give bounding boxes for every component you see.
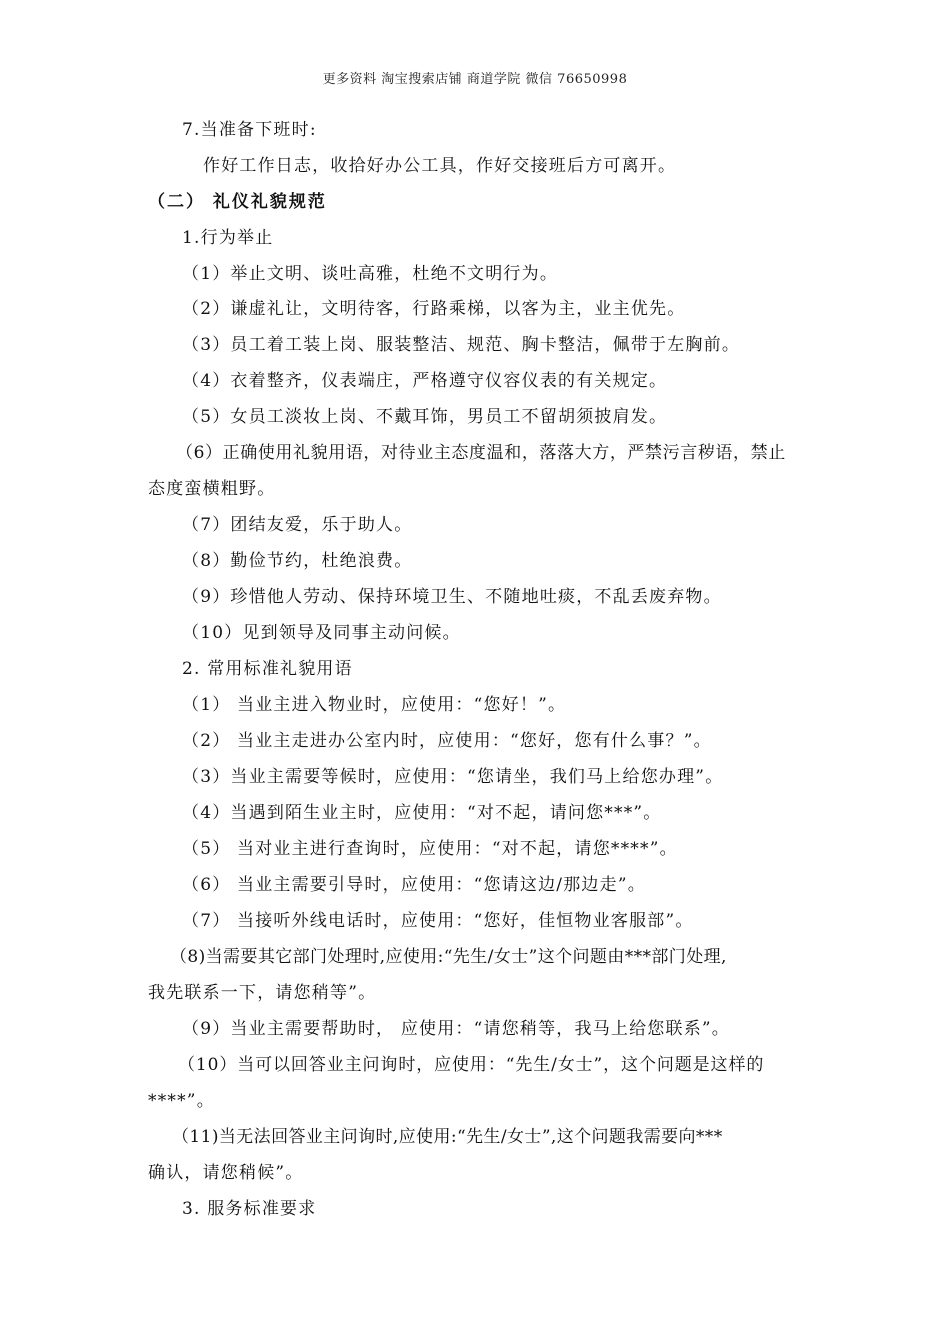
list-item: （3）员工着工装上岗、服装整洁、规范、胸卡整洁，佩带于左胸前。 [182, 335, 741, 355]
list-item: （3）当业主需要等候时，应使用：“您请坐，我们马上给您办理”。 [182, 767, 724, 787]
subsection-heading-1: 1.行为举止 [182, 228, 274, 248]
list-item: （6） 当业主需要引导时，应使用：“您请这边/那边走”。 [182, 875, 646, 895]
list-item: （5） 当对业主进行查询时，应使用：“对不起，请您****”。 [182, 839, 678, 859]
list-item: （8)当需要其它部门处理时,应使用:“先生/女士”这个问题由***部门处理, [170, 947, 727, 967]
list-item: （2）谦虚礼让，文明待客，行路乘梯，以客为主，业主优先。 [182, 299, 686, 319]
list-item-continued: 确认，请您稍候”。 [148, 1163, 304, 1183]
list-item: （8）勤俭节约，杜绝浪费。 [182, 551, 413, 571]
list-item: （5）女员工淡妆上岗、不戴耳饰，男员工不留胡须披肩发。 [182, 407, 668, 427]
list-item: （4）衣着整齐，仪表端庄，严格遵守仪容仪表的有关规定。 [182, 371, 668, 391]
list-item: （1）举止文明、谈吐高雅，杜绝不文明行为。 [182, 264, 559, 284]
section-title-etiquette: （二） 礼仪礼貌规范 [148, 192, 327, 212]
list-item-continued: 态度蛮横粗野。 [148, 479, 276, 499]
list-item: （7）团结友爱，乐于助人。 [182, 515, 413, 535]
subsection-heading-2: 2. 常用标准礼貌用语 [182, 659, 353, 679]
list-item: （9）珍惜他人劳动、保持环境卫生、不随地吐痰，不乱丢废弃物。 [182, 587, 722, 607]
page-header-watermark: 更多资料 淘宝搜索店铺 商道学院 微信 76650998 [322, 72, 628, 87]
list-item-continued: 我先联系一下，请您稍等”。 [148, 983, 377, 1003]
list-item: （11)当无法回答业主问询时,应使用:“先生/女士”,这个问题我需要向*** [172, 1127, 723, 1147]
list-item: （1） 当业主进入物业时，应使用：“您好！”。 [182, 695, 567, 715]
list-item: （4）当遇到陌生业主时，应使用：“对不起，请问您***”。 [182, 803, 662, 823]
list-item-continued: ****”。 [148, 1091, 215, 1111]
list-item: （7） 当接听外线电话时，应使用：“您好，佳恒物业客服部”。 [182, 911, 694, 931]
paragraph-line: 作好工作日志，收拾好办公工具，作好交接班后方可离开。 [203, 156, 677, 176]
list-item: （6）正确使用礼貌用语，对待业主态度温和，落落大方，严禁污言秽语，禁止 [176, 443, 786, 463]
section-heading-7: 7.当准备下班时: [182, 120, 317, 140]
list-item: （10）见到领导及同事主动问候。 [182, 623, 461, 643]
list-item: （2） 当业主走进办公室内时，应使用：“您好，您有什么事？”。 [182, 731, 712, 751]
subsection-heading-3: 3. 服务标准要求 [182, 1199, 317, 1219]
list-item: （9）当业主需要帮助时， 应使用：“请您稍等，我马上给您联系”。 [182, 1019, 731, 1039]
list-item: （10）当可以回答业主问询时，应使用：“先生/女士”，这个问题是这样的 [178, 1055, 765, 1075]
